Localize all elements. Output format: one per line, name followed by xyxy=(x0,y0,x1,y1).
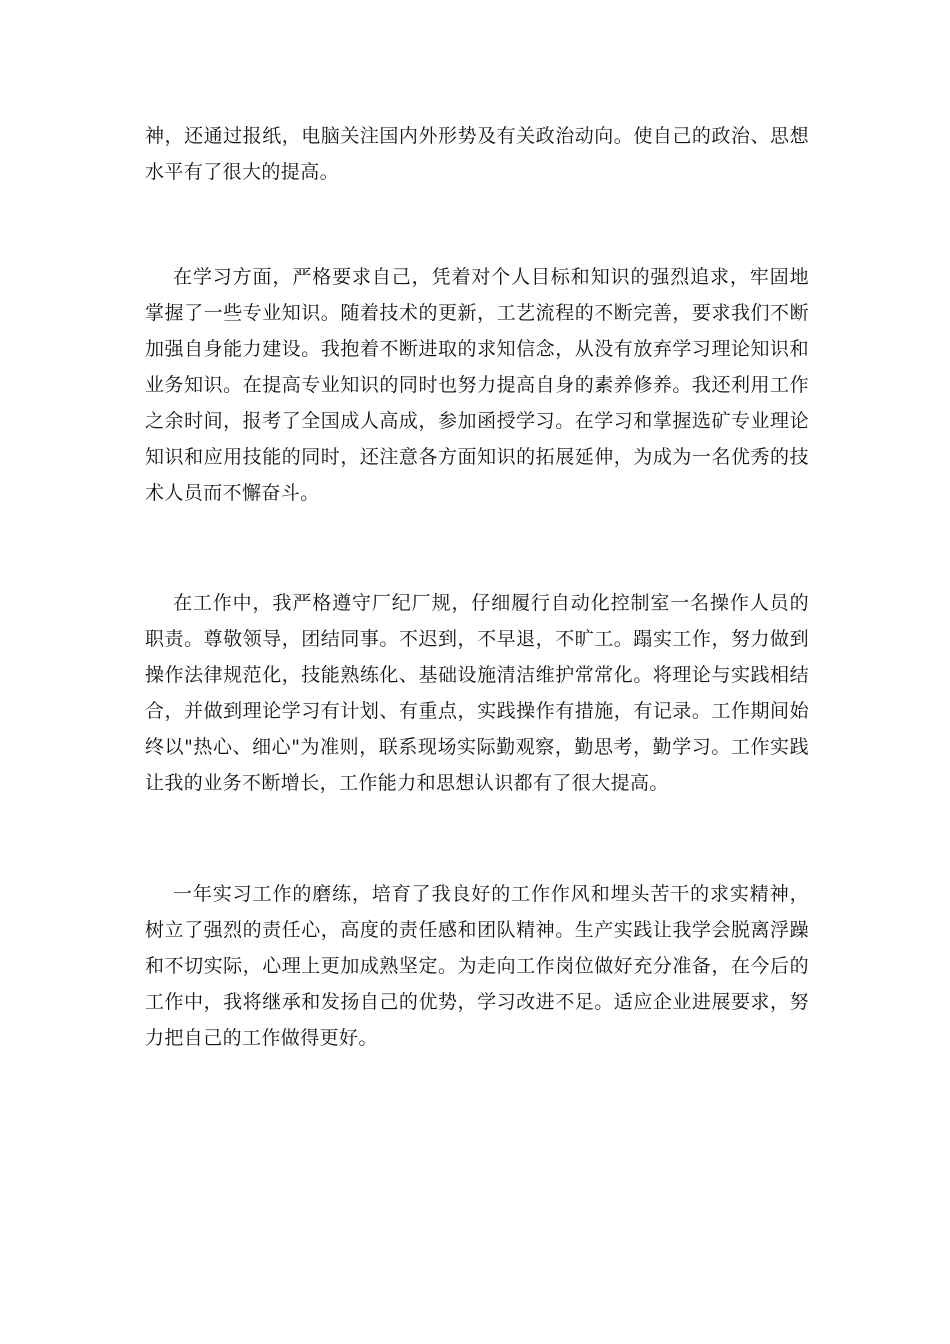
paragraph-summary: 一年实习工作的磨练，培育了我良好的工作作风和埋头苦干的求实精神，树立了强烈的责任心，高度的责任感和团队精神。生产实践让我学会脱离浮躁和不切实际，心理上更加成熟坚定。为走向工作岗位做好充分准备，在今后的工作中，我将继承和发扬自己的优势，学习改进不足。适应企业进展要求，努力把自己的工作做得更好。 xyxy=(145,883,809,1049)
paragraph-study: 在学习方面，严格要求自己，凭着对个人目标和知识的强烈追求，牢固地掌握了一些专业知识。随着技术的更新，工艺流程的不断完善，要求我们不断加强自身能力建设。我抱着不断进取的求知信念，从没有放弃学习理论知识和业务知识。在提高专业知识的同时也努力提高自身的素养修养。我还利用工作之余时间，报考了全国成人高成，参加函授学习。在学习和掌握选矿专业理论知识和应用技能的同时，还注意各方面知识的拓展延伸，为成为一名优秀的技术人员而不懈奋斗。 xyxy=(145,266,809,504)
paragraph-continuation: 神，还通过报纸，电脑关注国内外形势及有关政治动向。使自己的政治、思想水平有了很大的提高。 xyxy=(145,125,809,183)
paragraph-work: 在工作中，我严格遵守厂纪厂规，仔细履行自动化控制室一名操作人员的职责。尊敬领导，团结同事。不迟到，不早退，不旷工。蹋实工作，努力做到操作法律规范化，技能熟练化、基础设施清洁维护常常化。将理论与实践相结合，并做到理论学习有计划、有重点，实践操作有措施，有记录。工作期间始终以"热心、细心"为准则，联系现场实际勤观察，勤思考，勤学习。工作实践让我的业务不断增长，工作能力和思想认识都有了很大提高。 xyxy=(145,592,809,794)
